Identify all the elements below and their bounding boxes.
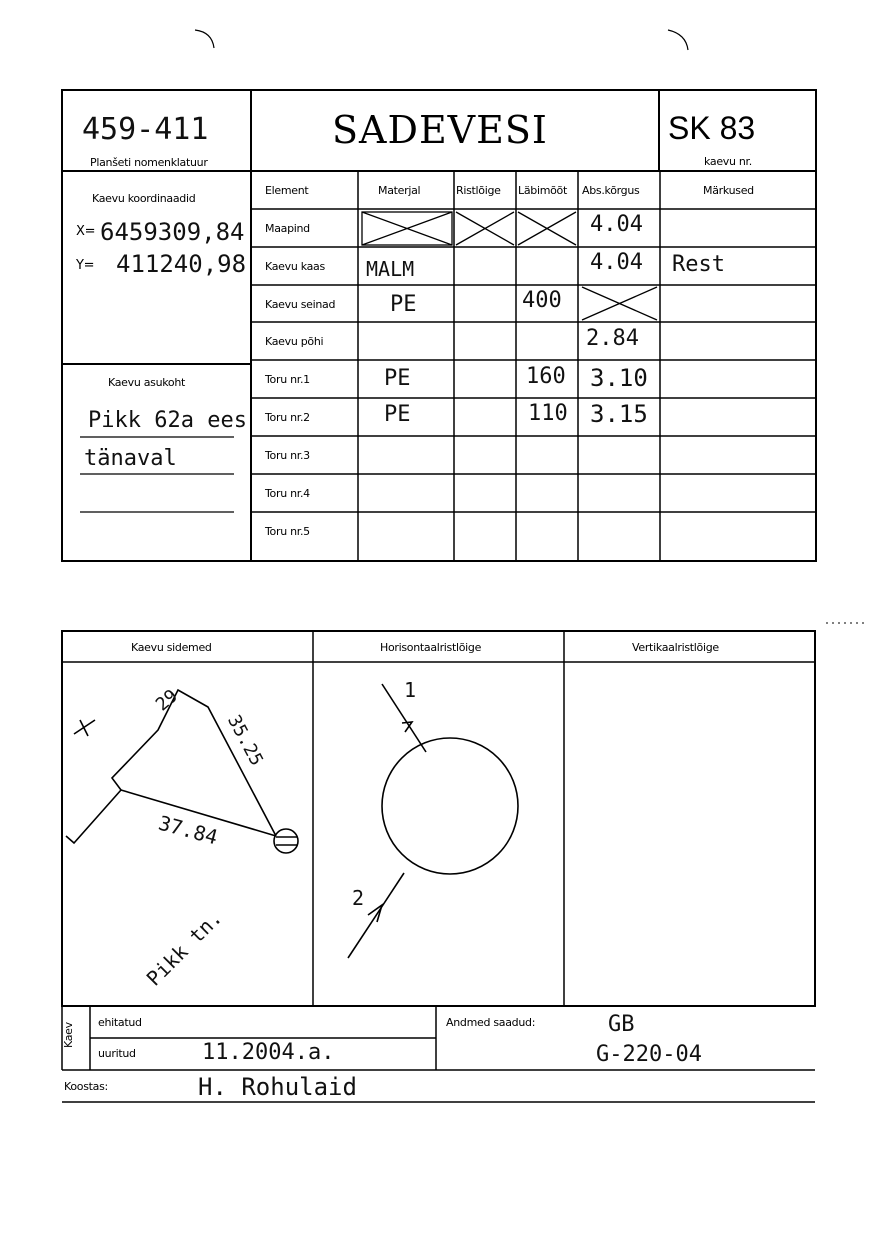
horizontal-section-sketch [348,684,518,958]
well-number-value: SK 83 [668,110,756,146]
well-number-label: kaevu nr. [704,155,752,168]
punch-mark-right [668,30,688,50]
surveyed-value: 11.2004.a. [202,1040,335,1065]
table-row-label: Kaevu kaas [265,260,325,273]
cell-diameter: 110 [528,401,568,426]
ties-dimension: 35.25 [223,711,268,770]
table-row-label: Toru nr.2 [265,411,310,424]
cell-height: 3.15 [590,400,648,428]
cell-notes: Rest [672,252,725,277]
data-source-value: GB [608,1012,635,1037]
data-source-label: Andmed saadud: [446,1016,536,1029]
pipe-label-1: 1 [404,678,417,702]
form-title: SADEVESI [332,108,548,152]
author-label: Koostas: [64,1080,108,1093]
col-header-height: Abs.kõrgus [582,184,640,197]
y-coordinate: 411240,98 [116,250,247,278]
table-row-label: Toru nr.1 [265,373,310,386]
nomenclature-label: Planšeti nomenklatuur [90,156,208,169]
ties-dimension: 29 [151,685,182,716]
location-label: Kaevu asukoht [108,376,186,389]
cell-material: PE [384,402,411,427]
table-row-label: Toru nr.3 [265,449,310,462]
location-line2: tänaval [84,446,177,471]
coordinates-label: Kaevu koordinaadid [92,192,196,205]
horizontal-section-header: Horisontaalristlõige [380,641,482,654]
y-prefix: Y= [76,258,95,273]
cell-diameter: 400 [522,288,562,313]
table-row-label: Toru nr.5 [265,525,310,538]
ties-header: Kaevu sidemed [131,641,212,654]
col-header-material: Materjal [378,184,421,197]
cell-height: 3.10 [590,364,648,392]
x-prefix: X= [76,224,96,239]
table-row-label: Toru nr.4 [265,487,310,500]
pipe-label-2: 2 [352,886,365,910]
cell-material: PE [390,292,417,317]
col-header-diameter: Läbimõõt [518,184,567,197]
punch-mark-left [195,30,214,48]
col-header-notes: Märkused [703,184,754,197]
surveyed-label: uuritud [98,1047,136,1060]
location-line1: Pikk 62a ees [88,408,247,433]
table-row-label: Maapind [265,222,310,235]
vertical-section-header: Vertikaalristlõige [632,641,719,654]
cell-height: 4.04 [590,212,643,237]
cell-material: PE [384,366,411,391]
built-label: ehitatud [98,1016,142,1029]
footer-side-label: Kaev [62,1022,75,1048]
x-coordinate: 6459309,84 [100,218,245,246]
nomenclature-value: 459-411 [82,112,209,147]
ties-dimension: 37.84 [155,810,221,850]
cell-height: 2.84 [586,326,639,351]
col-header-element: Element [265,184,309,197]
data-source-code: G-220-04 [596,1042,702,1067]
street-label: Pikk tn. [141,905,227,991]
cell-height: 4.04 [590,250,643,275]
table-row-label: Kaevu põhi [265,335,324,348]
table-row-label: Kaevu seinad [265,298,336,311]
author-value: H. Rohulaid [198,1073,357,1101]
col-header-section: Ristlõige [456,184,501,197]
cell-material: MALM [366,257,415,281]
cell-diameter: 160 [526,364,566,389]
